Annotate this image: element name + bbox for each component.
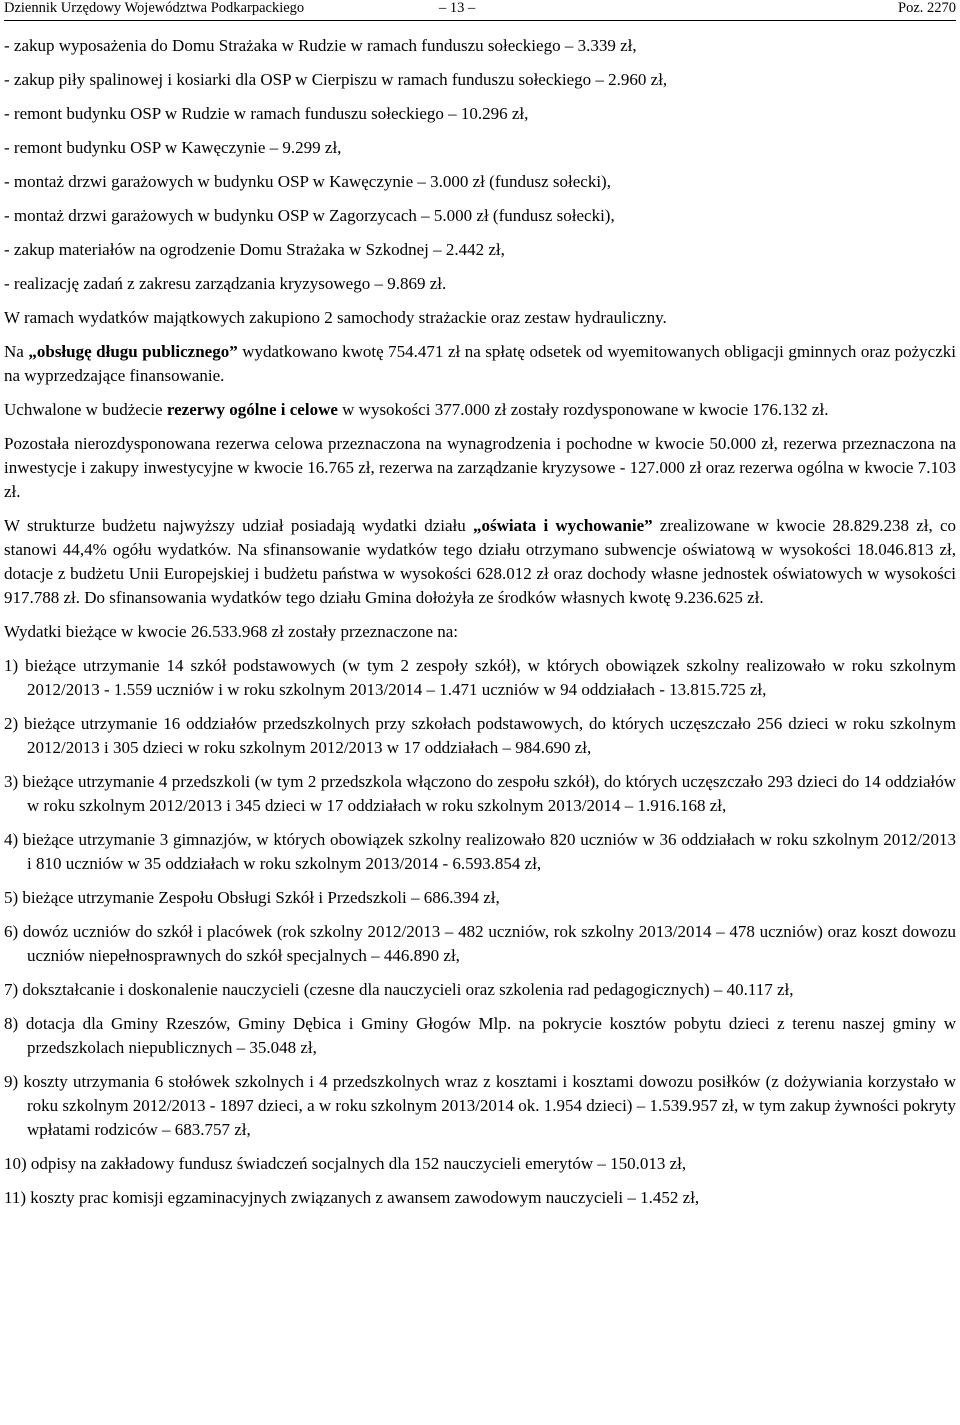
list-item: 1) bieżące utrzymanie 14 szkół podstawowych (w tym 2 zespoły szkół), w których obowiązek szkolny realizowało w roku szkolnym 2012/2013 - 1.559 uczniów i w roku szkolnym 2013/2014 – 1.471 uczniów w 94 oddziałach - 13.815.725 zł, xyxy=(4,656,956,699)
list-item: 11) koszty prac komisji egzaminacyjnych związanych z awansem zawodowym nauczycieli – 1.452 zł, xyxy=(4,1188,700,1207)
paragraph-pozostala: Pozostała nierozdysponowana rezerwa celowa przeznaczona na wynagrodzenia i pochodne w kwocie 50.000 zł, rezerwa przeznaczona na inwestycje i zakupy inwestycyjne w kwocie 16.765 zł, rezerwa na zarządzanie kryzysowe - 127.000 zł oraz rezerwa ogólna w kwocie 7.103 zł. xyxy=(4,434,956,501)
page-header xyxy=(4,0,956,21)
bullet-line: - remont budynku OSP w Rudzie w ramach funduszu sołeckiego – 10.296 zł, xyxy=(4,104,529,123)
journal-title: Dziennik Urzędowy Województwa Podkarpackiego xyxy=(4,0,305,16)
list-item: 3) bieżące utrzymanie 4 przedszkoli (w tym 2 przedszkola włączono do zespołu szkół), do których uczęszczało 293 dzieci do 14 oddziałów w roku szkolnym 2012/2013 i 345 dzieci w 17 oddziałach w roku szkolnym 2013/2014 – 1.916.168 zł, xyxy=(4,772,956,815)
list-item: 10) odpisy na zakładowy fundusz świadczeń socjalnych dla 152 nauczycieli emerytów – 150.013 zł, xyxy=(4,1154,687,1173)
list-item: 2) bieżące utrzymanie 16 oddziałów przedszkolnych przy szkołach podstawowych, do których uczęszczało 256 dzieci w roku szkolnym 2012/2013 i 305 dzieci w roku szkolnym 2012/2013 w 17 oddziałach – 984.690 zł, xyxy=(4,714,956,757)
list-item: 6) dowóz uczniów do szkół i placówek (rok szkolny 2012/2013 – 482 uczniów, rok szkolny 2013/2014 – 478 uczniów) oraz koszt dowozu uczniów niepełnosprawnych do szkół specjalnych – 446.890 zł, xyxy=(4,922,956,965)
page-number: – 13 – xyxy=(439,0,476,16)
bullet-line: - zakup piły spalinowej i kosiarki dla OSP w Cierpiszu w ramach funduszu sołeckiego – 2.960 zł, xyxy=(4,70,668,89)
document-body xyxy=(4,34,956,1220)
bold-term: „obsługę długu publicznego” xyxy=(28,342,238,361)
bullet-line: - realizację zadań z zakresu zarządzania kryzysowego – 9.869 zł. xyxy=(4,274,447,293)
paragraph-struktura: W strukturze budżetu najwyższy udział posiadają wydatki działu „oświata i wychowanie” zrealizowane w kwocie 28.829.238 zł, co stanowi 44,4% ogółu wydatków. Na sfinansowanie wydatków tego działu otrzymano subwencje oświatową w wysokości 18.046.813 zł, dotacje z budżetu Unii Europejskiej i budżetu państwa w wysokości 628.012 zł oraz dochody własne jednostek oświatowych w wysokości 917.788 zł. Do sfinansowania wydatków tego działu Gmina dołożyła ze środków własnych kwotę 9.236.625 zł. xyxy=(4,516,956,607)
bullet-line: - zakup wyposażenia do Domu Strażaka w Rudzie w ramach funduszu sołeckiego – 3.339 zł, xyxy=(4,36,637,55)
bullet-line: - montaż drzwi garażowych w budynku OSP w Zagorzycach – 5.000 zł (fundusz sołecki), xyxy=(4,206,615,225)
list-item: 4) bieżące utrzymanie 3 gimnazjów, w których obowiązek szkolny realizowało 820 uczniów w 36 oddziałach w roku szkolnym 2012/2013 i 810 uczniów w 35 oddziałach w roku szkolnym 2013/2014 - 6.593.854 zł, xyxy=(4,830,956,873)
list-item: 5) bieżące utrzymanie Zespołu Obsługi Szkół i Przedszkoli – 686.394 zł, xyxy=(4,888,500,907)
bullet-line: - montaż drzwi garażowych w budynku OSP w Kawęczynie – 3.000 zł (fundusz sołecki), xyxy=(4,172,611,191)
bold-term: „oświata i wychowanie” xyxy=(472,516,653,535)
paragraph-majatkowe: W ramach wydatków majątkowych zakupiono 2 samochody strażackie oraz zestaw hydrauliczny. xyxy=(4,308,667,327)
list-item: 8) dotacja dla Gminy Rzeszów, Gminy Dębica i Gminy Głogów Mlp. na pokrycie kosztów pobytu dzieci z terenu naszej gminy w przedszkolach niepublicznych – 35.048 zł, xyxy=(4,1014,956,1057)
paragraph-rezerwy: Uchwalone w budżecie rezerwy ogólne i celowe w wysokości 377.000 zł zostały rozdysponowane w kwocie 176.132 zł. xyxy=(4,400,829,419)
bold-term: rezerwy ogólne i celowe xyxy=(166,400,338,419)
position-number: Poz. 2270 xyxy=(898,0,956,16)
bullet-line: - zakup materiałów na ogrodzenie Domu Strażaka w Szkodnej – 2.442 zł, xyxy=(4,240,505,259)
paragraph-dlug: Na „obsługę długu publicznego” wydatkowano kwotę 754.471 zł na spłatę odsetek od wyemitowanych obligacji gminnych oraz pożyczki na wyprzedzające finansowanie. xyxy=(4,342,956,385)
paragraph-biezace: Wydatki bieżące w kwocie 26.533.968 zł zostały przeznaczone na: xyxy=(4,622,459,641)
list-item: 7) dokształcanie i doskonalenie nauczycieli (czesne dla nauczycieli oraz szkolenia rad pedagogicznych) – 40.117 zł, xyxy=(4,980,794,999)
list-item: 9) koszty utrzymania 6 stołówek szkolnych i 4 przedszkolnych wraz z kosztami i kosztami dowozu posiłków (z dożywiania korzystało w roku szkolnym 2012/2013 - 1897 dzieci, a w roku szkolnym 2013/2014 ok. 1.954 dzieci) – 1.539.957 zł, w tym zakup żywności pokryty wpłatami rodziców – 683.757 zł, xyxy=(4,1072,956,1139)
bullet-line: - remont budynku OSP w Kawęczynie – 9.299 zł, xyxy=(4,138,342,157)
